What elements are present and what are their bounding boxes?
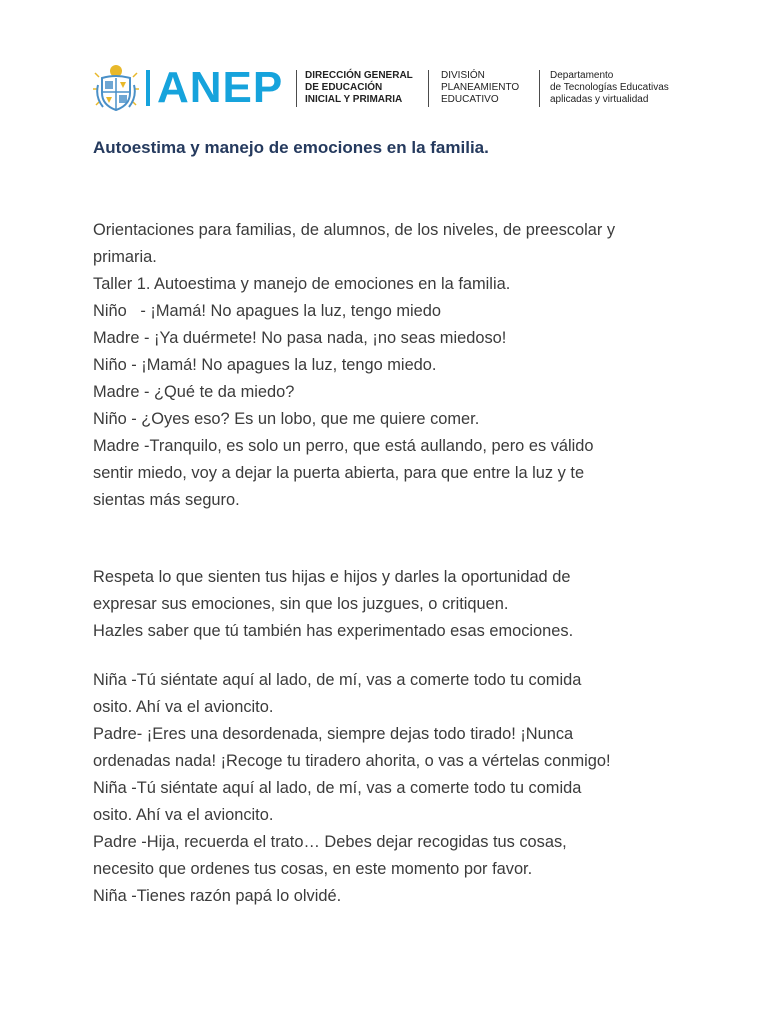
- dialogue-block-1: [93, 217, 683, 514]
- text-line: Taller 1. Autoestima y manejo de emociones en la familia.: [93, 275, 511, 293]
- text-line: expresar sus emociones, sin que los juzgues, o critiquen.: [93, 595, 509, 613]
- text-line: Madre - ¡Ya duérmete! No pasa nada, ¡no seas miedoso!: [93, 329, 507, 347]
- text-line: Madre - ¿Qué te da miedo?: [93, 383, 295, 401]
- document-title: Autoestima y manejo de emociones en la familia.: [93, 138, 489, 157]
- text-line: Niña -Tú siéntate aquí al lado, de mí, vas a comerte todo tu comida: [93, 779, 582, 797]
- text-line: Niño - ¿Oyes eso? Es un lobo, que me quiere comer.: [93, 410, 480, 428]
- text-line: Niño - ¡Mamá! No apagues la luz, tengo miedo.: [93, 356, 437, 374]
- text-line: Madre -Tranquilo, es solo un perro, que está aullando, pero es válido: [93, 437, 594, 455]
- text-line: osito. Ahí va el avioncito.: [93, 806, 274, 824]
- org-direccion-general: DIRECCIÓN GENERAL DE EDUCACIÓN INICIAL Y PRIMARIA: [305, 70, 413, 105]
- brand-divider: [146, 70, 150, 106]
- coat-of-arms-icon: [93, 63, 139, 113]
- header-divider: [539, 70, 540, 107]
- text-line: Niña -Tienes razón papá lo olvidé.: [93, 887, 342, 905]
- advice-block: [93, 564, 683, 645]
- text-line: Respeta lo que sienten tus hijas e hijos y darles la oportunidad de: [93, 568, 571, 586]
- org-division-planeamiento: DIVISIÓN PLANEAMIENTO EDUCATIVO: [441, 70, 520, 105]
- text-line: Niña -Tú siéntate aquí al lado, de mí, vas a comerte todo tu comida: [93, 671, 582, 689]
- text-line: necesito que ordenes tus cosas, en este momento por favor.: [93, 860, 533, 878]
- text-line: Orientaciones para familias, de alumnos, de los niveles, de preescolar y: [93, 221, 616, 239]
- page-header: [93, 60, 693, 116]
- text-line: Padre- ¡Eres una desordenada, siempre dejas todo tirado! ¡Nunca: [93, 725, 574, 743]
- header-divider: [428, 70, 429, 107]
- header-divider: [296, 70, 297, 107]
- anep-logo-text: ANEP: [157, 63, 284, 112]
- org-departamento-tecnologias: Departamento de Tecnologías Educativas aplicadas y virtualidad: [550, 70, 669, 105]
- text-line: osito. Ahí va el avioncito.: [93, 698, 274, 716]
- text-line: sientas más seguro.: [93, 491, 240, 509]
- text-line: sentir miedo, voy a dejar la puerta abierta, para que entre la luz y te: [93, 464, 585, 482]
- dialogue-block-2: [93, 667, 683, 910]
- text-line: Hazles saber que tú también has experimentado esas emociones.: [93, 622, 574, 640]
- text-line: Padre -Hija, recuerda el trato… Debes dejar recogidas tus cosas,: [93, 833, 567, 851]
- text-line: Niño - ¡Mamá! No apagues la luz, tengo miedo: [93, 302, 442, 320]
- text-line: ordenadas nada! ¡Recoge tu tiradero ahorita, o vas a vértelas conmigo!: [93, 752, 611, 770]
- text-line: primaria.: [93, 248, 157, 266]
